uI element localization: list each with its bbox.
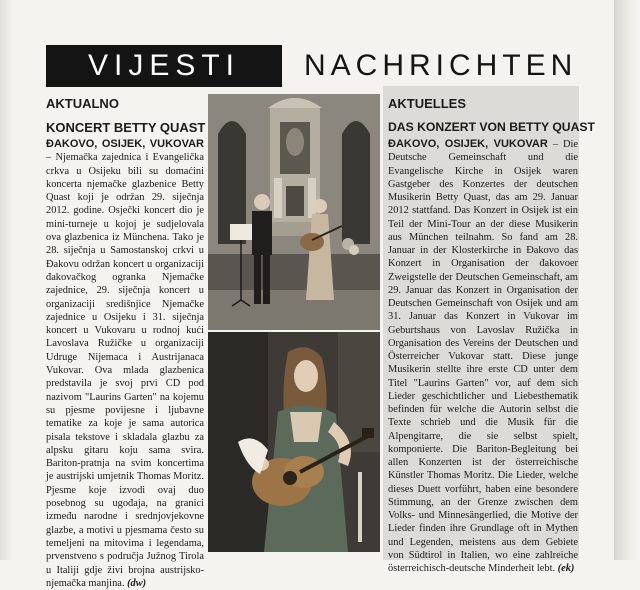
photo-singer-guitar [208,332,380,552]
croatian-section-label: AKTUALNO [46,96,119,111]
german-section-label: AKTUELLES [388,96,466,111]
german-signature: (ek) [557,563,575,574]
photo-church-concert-image [208,94,380,330]
croatian-signature: (dw) [127,577,147,589]
photo-church-concert [208,94,380,330]
croatian-body-text: – Njemačka zajednica i Evangelička crkva u Osijeku bili su domaćini koncerta njemačke glazbenice Betty Quast koji je održan 29. siječnja 2012. godine. Osječki koncert dio je mini-turneje u kojoj je sudjelovala ova glazbenica iz Münchena. Tako je 28. siječnja u Samostanskoj crkvi u Đakovu održan koncert u organizaciji đakovačkog ogranka Njemačke zajednice, 29. siječnja koncert u organizaciji središnjice Njemačke zajednice u Osijeku i 31. siječnja koncert u Vukovaru u rodnoj kući Lavoslava Ružičke u organizaciji Udruge Nijemaca i Austrijanaca Vukovar. Ova mlada glazbenica predstavila je svoj prvi CD pod nazivom "Laurins Garten" na kojemu su pjesme povijesne i ljubavne tematike za koje je sama autorica pisala tekstove i skladala glazbu za alpsku gitaru koju sama svira. Bariton-pratnja na svim koncertima je austrijski umjetnik Thomas Moritz. Pjesme koje izvodi ovaj duo posebnog su ugođaja, na granici između narodne i srednjovjekovne glazbe, a motivi u pjesmama često su temeljeni na mitovima i legendama, prvenstveno s područja Južnog Tirola u Italiji gdje živi brojna austrijsko-njemačka manjina. [46,152,204,589]
german-article-body [388,138,578,574]
header-vijesti [46,45,282,87]
german-lead: ĐAKOVO, OSIJEK, VUKOVAR [388,138,548,150]
page-gutter-shadow [0,0,14,560]
header-vijesti-text: VIJESTI [87,49,241,82]
croatian-lead: ĐAKOVO, OSIJEK, VUKOVAR [46,138,204,150]
header-nachrichten-text: NACHRICHTEN [304,49,578,82]
croatian-article-title: KONCERT BETTY QUAST [46,120,206,135]
next-page-edge [614,0,640,560]
german-body-text: – Die Deutsche Gemeinschaft und die Evangelische Kirche in Osijek waren Gastgeber des Konzertes der deutschen Musikerin Betty Quast, das am 29. Januar 2012 stattfand. Das Konzert in Osijek ist ein Teil der Mini-Tour an der diese Musikerin aus München teilnahm. So fand am 28. Januar in der Klosterkirche in Đakovo das Konzert in Organisation der đakovoer Zweigstelle der Deutschen Gemeinschaft, am 29. Januar das Konzert in Organisation der Deutschen Gemeinschaft von Osijek und am 31. Januar das Konzert in Vukovar im Geburtshaus von Lavoslav Ružička in Organisation des Vereins der Deutschen und Österreicher Vukovar statt. Diese junge Musikerin stellte ihre erste CD unter dem Titel "Laurins Garten" vor, auf dem sich Lieder geschichtlicher und Liebesthematik befinden für welche die Autorin selbst die Texte schrieb und die Musik für die Alpengitarre, die sie selbst spielt, komponierte. Die Bariton-Begleitung bei allen Konzerten ist der österreichische Künstler Thomas Moritz. Die Lieder, welche dieses Duett vorführt, haben eine besondere Stimmung, an der Grenze zwischen dem Volks- und Minnesängerlied, die Motive der Lieder finden ihre Grundlage oft in Mythen und Legenden, meistens aus dem Gebiete von Südtirol in Italien, wo eine zahlreiche österreichisch-deutsche Minderheit lebt. [388,139,578,574]
croatian-article-body [46,138,204,589]
header-nachrichten [304,45,580,87]
photo-singer-guitar-image [208,332,380,552]
german-article-title: DAS KONZERT VON BETTY QUAST [388,120,595,134]
